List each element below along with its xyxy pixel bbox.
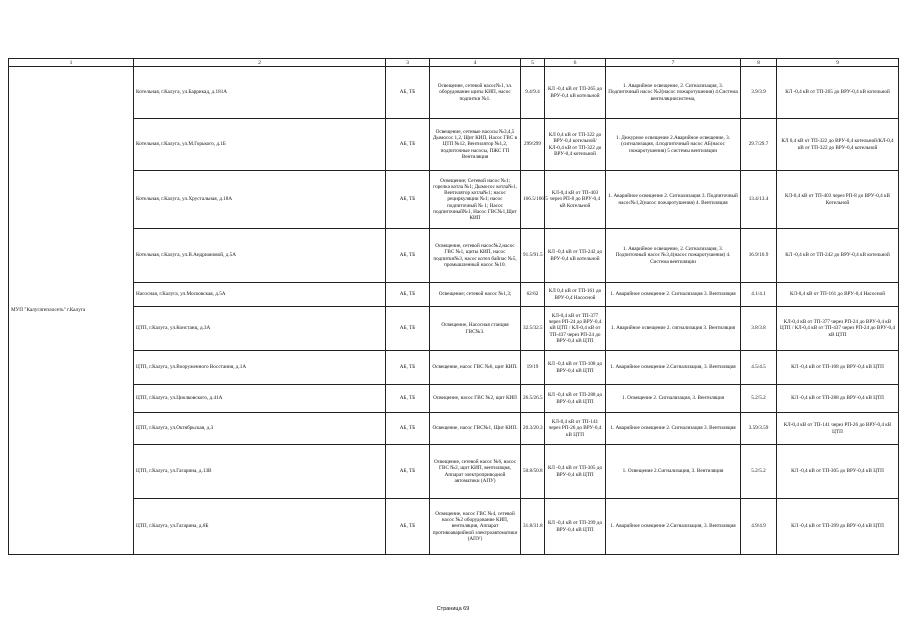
reserve-line-cell: КЛ -0,4 кВ от ТП-288 до ВРУ-0,4 кВ ЦТП [777,385,899,413]
table-row [9,307,899,351]
table-row [9,229,899,283]
emergency-power-cell: 29.7/29.7 [741,119,777,171]
column-number: 8 [741,59,777,67]
category-cell: АБ, ТБ [386,445,430,499]
equipment-cell: Освещение, Насосная станция ГВС№3. [430,307,521,351]
object-address: ЦТП, г.Калуга, ул.Гагарина, д.13В [134,445,386,499]
page-number: Страница 69 [436,606,470,612]
table-row [9,499,899,555]
equipment-cell: Освещение; сетевой насос №1,3; [430,283,521,307]
column-number: 2 [134,59,386,67]
organization-cell: МУП "Калугатеплосеть" г.Калуга [9,67,134,555]
category-cell: АБ, ТБ [386,171,430,229]
equipment-cell: Освещение, сетевой насос№1, эл. оборудование щиты КИП, насос подпитки №1. [430,67,521,119]
supply-line-cell: КЛ 0,4 кВ от ТП-161 до ВРУ-0,4 Насосной [545,283,606,307]
category-cell: АБ, ТБ [386,67,430,119]
power-cell: 26.5/26.5 [521,385,545,413]
equipment-cell: Освещение; Сетевой насос №1; горелка котла №1; Дымосос котла№1, Вентилятор котла№1; насос рециркуляции №1; насос подпиточный № 1; Насос подпиточный№1, Насос ГВС№1,Щит КИП [430,171,521,229]
object-address: ЦТП, г.Калуга, ул.Вооруженного Восстания, д.1А [134,351,386,385]
emergency-load-cell: 1. Аварийное освещение 2.Сигнализация, 3. Вентиляция [606,351,741,385]
object-address: ЦТП, г.Калуга, ул.Констанц, д.3А [134,307,386,351]
table-row [9,119,899,171]
column-number: 5 [521,59,545,67]
emergency-power-cell: 5.2/5.2 [741,385,777,413]
object-address: Котельная, г.Калуга, ул.Баррикад, д.181А [134,67,386,119]
object-address: ЦТП, г.Калуга, ул.Октябрьская, д.3 [134,413,386,445]
emergency-load-cell: 1. Аварийное освещение, 2. Сигнализация, 3. Подпиточный насос №3,4(насос пожаротушения) 4. Система вентиляции [606,229,741,283]
category-cell: АБ, ТБ [386,351,430,385]
table-row [9,67,899,119]
category-cell: АБ, ТБ [386,229,430,283]
column-number: 6 [545,59,606,67]
table-row [9,283,899,307]
supply-line-cell: КЛ -0,4 кВ от ТП-305 до ВРУ-0,4 кВ ЦТП [545,445,606,499]
table-row [9,445,899,499]
emergency-power-cell: 3.9/3.9 [741,67,777,119]
reserve-line-cell: КЛ-0,4 кВ от ТП-377 через РП-24 до ВРУ-0,4 кВ ЦТП / КЛ-0,4 кВ от ТП-437 через РП-24 до ВРУ-0,4 кВ ЦТП [777,307,899,351]
power-cell: 19/19 [521,351,545,385]
supply-line-cell: КЛ-0,4 кВ от ТП-141 через РП-26 до ВРУ-0,4 кВ ЦТП [545,413,606,445]
emergency-power-cell: 16.9/16.9 [741,229,777,283]
supply-line-cell: КЛ -0,4 кВ от ТП-288 до ВРУ-0,4 кВ ЦТП [545,385,606,413]
reserve-line-cell: КЛ -0,4 кВ от ТП-305 до ВРУ-0,4 кВ ЦТП [777,445,899,499]
equipment-cell: Освещение, насос ГВС№1, Щит КИП. [430,413,521,445]
supply-line-cell: КЛ -0,4 кВ от ТП-399 до ВРУ-0,4 кВ ЦТП [545,499,606,555]
supply-line-cell: КЛ 0,4 кВ от ТП-322 до ВРУ-0,4 котельной/КЛ-0,4 кВ от ТП-322 до ВРУ-0,4 котельной [545,119,606,171]
category-cell: АБ, ТБ [386,499,430,555]
reserve-line-cell: КЛ-0,4 кВ от ТП-161 до ВРУ-0,4 Насосной [777,283,899,307]
category-cell: АБ, ТБ [386,283,430,307]
object-address: ЦТП, г.Калуга, ул.Гагарина, д.8Б [134,499,386,555]
emergency-power-cell: 4.5/4.5 [741,351,777,385]
emergency-load-cell: 1. Аварийное освещение 2. сигнализация 3. Вентиляция [606,307,741,351]
emergency-load-cell: 1. Аварийное освещение, 2. Сигнализация, 3. Подпиточный насос №2(насос пожаротушения) 4.Система вентиляциисистема, [606,67,741,119]
object-address: Котельная, г.Калуга, ул.В.Андриановой, д.5А [134,229,386,283]
reserve-line-cell: КЛ-0,4 кВ от ТП-403 через РП-8 до ВРУ-0,4 кВ Котельной [777,171,899,229]
power-cell: 9.4/9.4 [521,67,545,119]
emergency-power-cell: 3.8/3.8 [741,307,777,351]
header-row [9,59,899,67]
supply-line-cell: КЛ -0,4 кВ от ТП-108 до ВРУ-0,4 кВ ЦТП [545,351,606,385]
object-address: Насосная, г.Калуга, ул.Московская, д.5А [134,283,386,307]
table-row [9,385,899,413]
reserve-line-cell: КЛ 0,4 кВ от ТП-322 до ВРУ-0,4 котельной/КЛ-0,4 кВ от ТП-322 до ВРУ-0,4 котельной [777,119,899,171]
emergency-power-cell: 4.1/4.1 [741,283,777,307]
column-number: 7 [606,59,741,67]
equipment-cell: Освещение, сетевой насос №6, насос ГВС №2, щит КИП, вентиляция, Аппарат электроприводной автоматики (АПУ) [430,445,521,499]
emergency-power-cell: 5.2/5.2 [741,445,777,499]
equipment-cell: Освещение, насос ГВС №4, сетевой насос №2 оборудование КИП, вентиляция, Аппарат противоаварийной электроавтоматики (АПУ) [430,499,521,555]
equipment-cell: Освещение, насос ГВС №2, щит КИП [430,385,521,413]
equipment-cell: Освещение, сетевые насосы №3,4,5 Дымосос 1,2, Щит КИП, Насос ГВС в ЦТП №12, Вентилятор №1,2, подпиточные насосы, ПЖС ГП Вентиляция [430,119,521,171]
emergency-power-cell: 13.4/13.4 [741,171,777,229]
emergency-load-cell: 1. Дежурное освещение 2.Аварийное освещение, 3. (сигнализация, 4.подпиточный насос АБ(насос пожаротушения) 5 системы вентиляции [606,119,741,171]
reserve-line-cell: КЛ -0,4 кВ от ТП-399 до ВРУ-0,4 кВ ЦТП [777,499,899,555]
column-number: 3 [386,59,430,67]
column-number: 4 [430,59,521,67]
power-cell: 32.5/32.5 [521,307,545,351]
reserve-line-cell: КЛ -0,4 кВ от ТП-242 до ВРУ-0,4 кВ котельной [777,229,899,283]
category-cell: АБ, ТБ [386,385,430,413]
power-cell: 50.8/50.8 [521,445,545,499]
reserve-line-cell: КЛ -0,4 кВ от ТП-265 до ВРУ-0,4 кВ котельной [777,67,899,119]
supply-line-cell: КЛ -0,4 кВ от ТП-265 до ВРУ-0,4 кВ котельной [545,67,606,119]
emergency-load-cell: 1. Аварийное освещение 2. Сигнализация 3. Подпиточный насос№1,2(насос пожаротушения) 4. Вентиляция [606,171,741,229]
power-cell: 299/299 [521,119,545,171]
supply-line-cell: КЛ-0,4 кВ от ТП-403 через РП-8 до ВРУ-0,4 кВ Котельной [545,171,606,229]
power-cell: 62/62 [521,283,545,307]
category-cell: АБ, ТБ [386,119,430,171]
table-row [9,351,899,385]
category-cell: АБ, ТБ [386,307,430,351]
power-cell: 91.5/91.5 [521,229,545,283]
emergency-load-cell: 1. Освещение 2. Сигнализация, 3. Вентиляция [606,385,741,413]
emergency-power-cell: 4.9/4.9 [741,499,777,555]
object-address: Котельная, г.Калуга, ул.Хрустальная, д.18А [134,171,386,229]
emergency-load-cell: 1. Аварийное освещение 2.Сигнализация, 3. Вентиляция [606,499,741,555]
table-row [9,413,899,445]
equipment-cell: Освещение, насос ГВС №6, щит КИП. [430,351,521,385]
object-address: Котельная, г.Калуга, ул.М.Горького, д.1Б [134,119,386,171]
reserve-line-cell: КЛ -0,4 кВ от ТП-108 до ВРУ-0,4 кВ ЦТП [777,351,899,385]
table-row [9,171,899,229]
supply-line-cell: КЛ -0,4 кВ от ТП-242 до ВРУ-0,4 кВ котельной [545,229,606,283]
power-cell: 166.5/166.5 [521,171,545,229]
column-number: 9 [777,59,899,67]
category-cell: АБ, ТБ [386,413,430,445]
power-cell: 20.3/20.3 [521,413,545,445]
data-table [8,58,899,555]
emergency-load-cell: 1. Аварийное освещение 2. Сигнализация 3. Вентиляция [606,283,741,307]
equipment-cell: Освещение, сетевой насос№2,насос ГВС №1, щиты КИП, насос подпитки№3, насос котел байпас №5, промышленный насос №10. [430,229,521,283]
power-cell: 31.8/31.8 [521,499,545,555]
emergency-load-cell: 1. Освещение 2.Сигнализация, 3. Вентиляция [606,445,741,499]
emergency-load-cell: 1. Аварийное освещение 2. Сигнализация 3. Вентиляция [606,413,741,445]
emergency-power-cell: 3.59/3.59 [741,413,777,445]
object-address: ЦТП, г.Калуга, ул.Циолковского, д.41А [134,385,386,413]
column-number: 1 [9,59,134,67]
reserve-line-cell: КЛ-0,4 кВ от ТП-141 через РП-26 до ВРУ-0,4 кВ ЦТП [777,413,899,445]
supply-line-cell: КЛ-0,4 кВ от ТП-377 через РП-24 до ВРУ-0,4 кВ ЦТП / КЛ-0,4 кВ от ТП-437 через РП-24 до ВРУ-0,4 кВ ЦТП [545,307,606,351]
